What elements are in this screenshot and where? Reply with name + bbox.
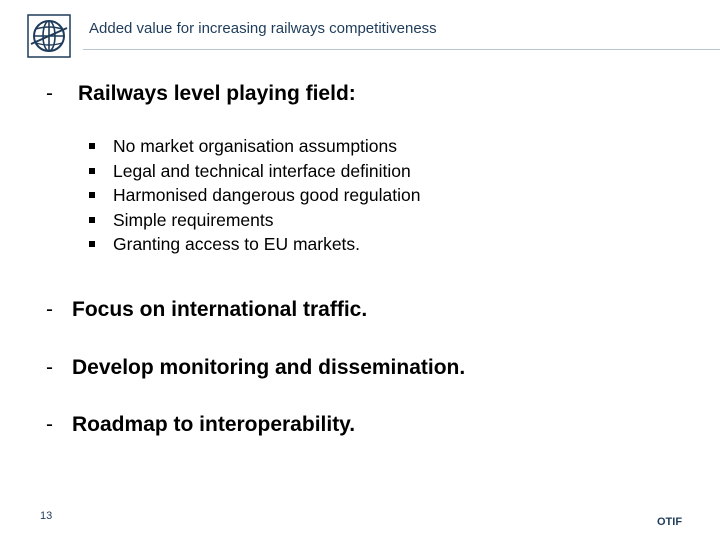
list-item: [86, 159, 420, 184]
square-bullet-icon: [89, 217, 95, 223]
dash-bullet: -: [46, 298, 53, 321]
list-item-text: Granting access to EU markets.: [113, 234, 361, 254]
list-item: [86, 134, 420, 159]
globe-logo-icon: [27, 14, 71, 58]
section-monitoring: [46, 356, 465, 380]
list-item-text: Legal and technical interface definition: [113, 160, 411, 181]
dash-bullet: -: [46, 413, 53, 436]
square-bullet-icon: [89, 143, 95, 149]
list-item-text: No market organisation assumptions: [113, 136, 398, 156]
section-heading: Railways level playing field:: [78, 82, 356, 105]
list-item: [86, 183, 420, 208]
square-bullet-icon: [89, 168, 95, 174]
list-item: [86, 208, 420, 233]
dash-bullet: -: [46, 82, 53, 105]
sub-bullet-list: [86, 134, 420, 257]
square-bullet-icon: [89, 241, 95, 247]
footer-brand: OTIF: [657, 516, 683, 528]
section-heading: Develop monitoring and dissemination.: [72, 356, 466, 379]
list-item-text: Harmonised dangerous good regulation: [113, 185, 421, 205]
square-bullet-icon: [89, 192, 95, 198]
list-item: [86, 232, 420, 257]
section-railways-level-playing-field: [46, 82, 356, 106]
section-international-traffic: [46, 298, 367, 322]
dash-bullet: -: [46, 356, 53, 379]
section-heading: Focus on international traffic.: [72, 298, 368, 321]
section-heading: Roadmap to interoperability.: [72, 413, 356, 436]
list-item-text: Simple requirements: [113, 209, 274, 230]
section-roadmap: [46, 413, 355, 437]
page-number: 13: [40, 510, 53, 522]
slide-title: Added value for increasing railways competitiveness: [89, 20, 437, 37]
header-divider: [83, 49, 720, 50]
